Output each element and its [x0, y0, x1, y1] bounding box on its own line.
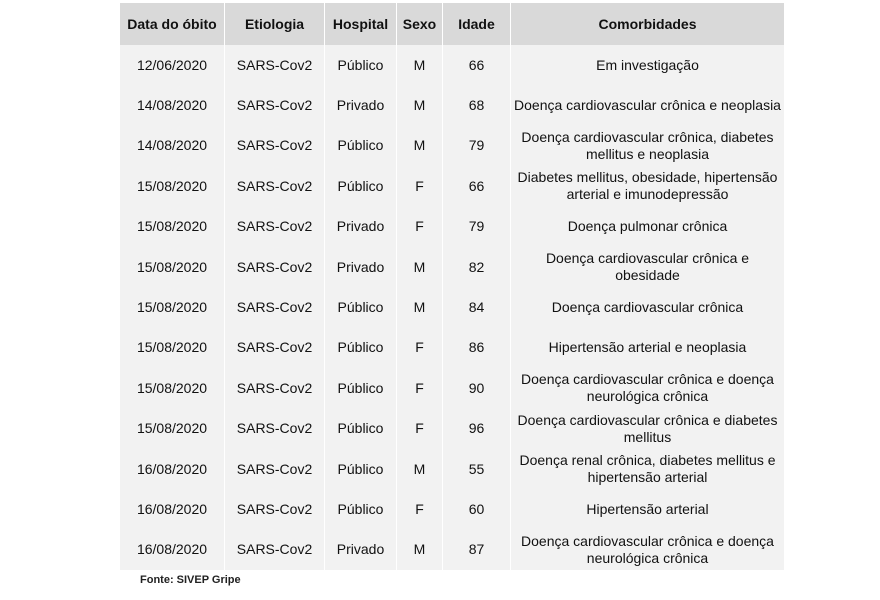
cell-idade: 68: [443, 85, 511, 125]
cell-idade: 66: [443, 45, 511, 85]
cell-hospital: Público: [325, 166, 397, 206]
table-row: [120, 207, 784, 247]
cell-hospital: Privado: [325, 207, 397, 247]
cell-data-obito: 12/06/2020: [120, 45, 225, 85]
cell-comorbidades: Doença cardiovascular crônica: [511, 287, 784, 327]
cell-sexo: M: [397, 247, 443, 287]
cell-hospital: Público: [325, 368, 397, 408]
table-row: [120, 287, 784, 327]
header-data-obito: Data do óbito: [120, 3, 225, 45]
table-header: [120, 3, 784, 45]
cell-etiologia: SARS-Cov2: [225, 126, 325, 166]
header-hospital: Hospital: [325, 3, 397, 45]
cell-etiologia: SARS-Cov2: [225, 45, 325, 85]
cell-comorbidades: Em investigação: [511, 45, 784, 85]
table-row: [120, 247, 784, 287]
cell-data-obito: 16/08/2020: [120, 489, 225, 529]
cell-etiologia: SARS-Cov2: [225, 449, 325, 489]
cell-sexo: M: [397, 449, 443, 489]
cell-data-obito: 16/08/2020: [120, 449, 225, 489]
header-idade: Idade: [443, 3, 511, 45]
cell-data-obito: 15/08/2020: [120, 287, 225, 327]
cell-etiologia: SARS-Cov2: [225, 368, 325, 408]
cell-data-obito: 16/08/2020: [120, 530, 225, 570]
cell-comorbidades: Doença cardiovascular crônica e doença neurológica crônica: [511, 368, 784, 408]
cell-hospital: Privado: [325, 530, 397, 570]
table-row: [120, 368, 784, 408]
cell-idade: 86: [443, 328, 511, 368]
cell-etiologia: SARS-Cov2: [225, 287, 325, 327]
cell-hospital: Público: [325, 449, 397, 489]
cell-data-obito: 14/08/2020: [120, 126, 225, 166]
header-etiologia: Etiologia: [225, 3, 325, 45]
cell-idade: 66: [443, 166, 511, 206]
cell-comorbidades: Doença cardiovascular crônica e obesidade: [511, 247, 784, 287]
cell-sexo: F: [397, 328, 443, 368]
cell-sexo: F: [397, 207, 443, 247]
cell-etiologia: SARS-Cov2: [225, 409, 325, 449]
cell-hospital: Público: [325, 287, 397, 327]
cell-sexo: F: [397, 368, 443, 408]
cell-idade: 55: [443, 449, 511, 489]
cell-hospital: Público: [325, 489, 397, 529]
cell-hospital: Público: [325, 409, 397, 449]
cell-etiologia: SARS-Cov2: [225, 207, 325, 247]
cell-hospital: Público: [325, 45, 397, 85]
deaths-table-container: [120, 3, 784, 570]
table-row: [120, 328, 784, 368]
cell-data-obito: 14/08/2020: [120, 85, 225, 125]
cell-idade: 82: [443, 247, 511, 287]
cell-data-obito: 15/08/2020: [120, 409, 225, 449]
cell-idade: 79: [443, 207, 511, 247]
table-body: [120, 45, 784, 570]
cell-data-obito: 15/08/2020: [120, 166, 225, 206]
header-row: [120, 3, 784, 45]
table-row: [120, 449, 784, 489]
cell-idade: 96: [443, 409, 511, 449]
cell-idade: 79: [443, 126, 511, 166]
cell-sexo: F: [397, 166, 443, 206]
table-row: [120, 45, 784, 85]
cell-data-obito: 15/08/2020: [120, 247, 225, 287]
cell-sexo: M: [397, 287, 443, 327]
table-row: [120, 409, 784, 449]
cell-hospital: Público: [325, 328, 397, 368]
cell-sexo: M: [397, 530, 443, 570]
cell-sexo: M: [397, 85, 443, 125]
cell-etiologia: SARS-Cov2: [225, 530, 325, 570]
cell-idade: 60: [443, 489, 511, 529]
cell-etiologia: SARS-Cov2: [225, 489, 325, 529]
cell-comorbidades: Hipertensão arterial: [511, 489, 784, 529]
cell-comorbidades: Doença pulmonar crônica: [511, 207, 784, 247]
header-sexo: Sexo: [397, 3, 443, 45]
cell-data-obito: 15/08/2020: [120, 328, 225, 368]
cell-sexo: M: [397, 126, 443, 166]
cell-comorbidades: Doença renal crônica, diabetes mellitus e hipertensão arterial: [511, 449, 784, 489]
cell-comorbidades: Doença cardiovascular crônica e neoplasia: [511, 85, 784, 125]
cell-idade: 90: [443, 368, 511, 408]
table-row: [120, 85, 784, 125]
cell-data-obito: 15/08/2020: [120, 368, 225, 408]
cell-sexo: F: [397, 489, 443, 529]
cell-data-obito: 15/08/2020: [120, 207, 225, 247]
source-note: Fonte: SIVEP Gripe: [140, 574, 241, 586]
cell-hospital: Privado: [325, 85, 397, 125]
table-row: [120, 489, 784, 529]
table-row: [120, 166, 784, 206]
table-row: [120, 530, 784, 570]
cell-hospital: Privado: [325, 247, 397, 287]
cell-comorbidades: Doença cardiovascular crônica, diabetes mellitus e neoplasia: [511, 126, 784, 166]
cell-etiologia: SARS-Cov2: [225, 166, 325, 206]
cell-sexo: F: [397, 409, 443, 449]
cell-idade: 84: [443, 287, 511, 327]
cell-idade: 87: [443, 530, 511, 570]
cell-comorbidades: Hipertensão arterial e neoplasia: [511, 328, 784, 368]
cell-sexo: M: [397, 45, 443, 85]
cell-comorbidades: Doença cardiovascular crônica e doença neurológica crônica: [511, 530, 784, 570]
header-comorbidades: Comorbidades: [511, 3, 784, 45]
table-row: [120, 126, 784, 166]
cell-etiologia: SARS-Cov2: [225, 85, 325, 125]
cell-etiologia: SARS-Cov2: [225, 247, 325, 287]
deaths-table: [120, 3, 784, 570]
cell-etiologia: SARS-Cov2: [225, 328, 325, 368]
cell-hospital: Público: [325, 126, 397, 166]
cell-comorbidades: Doença cardiovascular crônica e diabetes mellitus: [511, 409, 784, 449]
cell-comorbidades: Diabetes mellitus, obesidade, hipertensão arterial e imunodepressão: [511, 166, 784, 206]
